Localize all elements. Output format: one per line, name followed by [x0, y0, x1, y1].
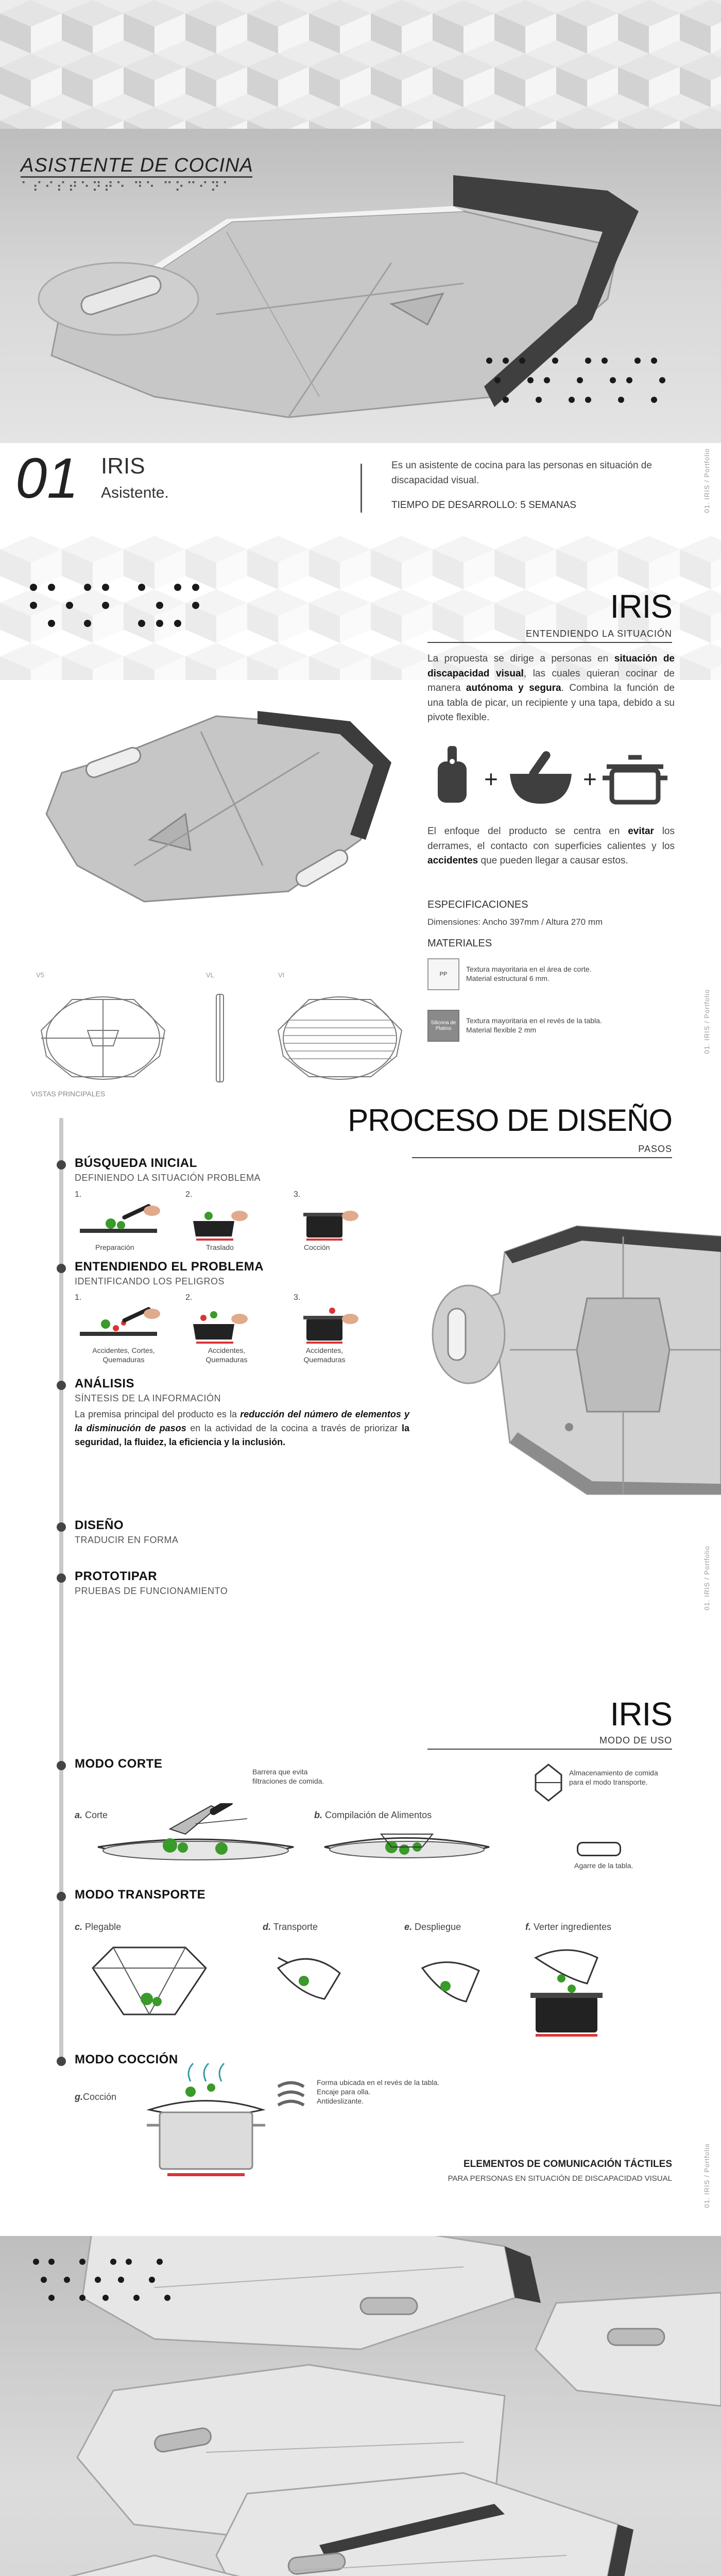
problem-label-3: Accidentes, Quemaduras [303, 1346, 346, 1364]
step-marker-5 [57, 1573, 66, 1583]
problem-label-2: Accidentes, Quemaduras [205, 1346, 248, 1364]
material-code-silicone: Silicona de Platino [431, 1020, 456, 1031]
step-1-subtitle: DEFINIENDO LA SITUACIÓN PROBLEMA [75, 1173, 261, 1183]
hero-title: ASISTENTE DE COCINA [21, 155, 253, 176]
search-label-2: Traslado [206, 1243, 234, 1251]
step-5-subtitle: PRUEBAS DE FUNCIONAMIENTO [75, 1586, 228, 1596]
step-3-title: ANÁLISIS [75, 1377, 135, 1391]
step-1-title: BÚSQUEDA INICIAL [75, 1156, 197, 1170]
step-2-subtitle: IDENTIFICANDO LOS PELIGROS [75, 1276, 225, 1286]
intro-number: 01 [15, 447, 79, 510]
problem-label-1: Accidentes, Cortes, Quemaduras [92, 1346, 155, 1364]
modes-side-label: 01. IRIS / Portfolio [703, 2143, 711, 2208]
process-timeline-line [59, 1118, 63, 1638]
spec-dimensions: Dimensiones: Ancho 397mm / Altura 270 mm [427, 917, 603, 927]
analysis-text: La premisa principal del producto es la reducción del número de elementos y la disminución de pasos en la actividad de la cocina a través de priorizar la seguridad, la fluidez, la eficiencia y la inclusión. [75, 1409, 409, 1447]
problem-num-3: 3. [294, 1293, 301, 1302]
svg-text:+: + [484, 766, 498, 792]
note-barrera: Barrera que evita filtraciones de comida. [252, 1768, 324, 1786]
process-section [0, 1103, 721, 1638]
step-marker-3 [57, 1381, 66, 1390]
intro-side-label: 01. IRIS / Portfolio [703, 448, 711, 513]
step-5-title: PROTOTIPAR [75, 1569, 158, 1583]
closing-braille-dots [31, 2257, 185, 2303]
intro-section [0, 443, 721, 536]
material-swatch-silicone [427, 1010, 459, 1042]
search-label-3: Cocción [304, 1243, 330, 1251]
step-4-subtitle: TRADUCIR EN FORMA [75, 1535, 179, 1545]
tactile-subtitle: PARA PERSONAS EN SITUACIÓN DE DISCAPACIDAD VISUAL [448, 2174, 672, 2183]
function-icons-row [433, 742, 670, 809]
corte-a: a. Corte [75, 1810, 108, 1820]
technical-views-drawing [31, 984, 412, 1087]
hero-title-underline [21, 176, 252, 178]
corte-illustration [93, 1803, 299, 1880]
note-agarre: Agarre de la tabla. [574, 1861, 633, 1870]
problem-illustrations [75, 1303, 384, 1345]
mode-coccion-title: MODO COCCIÓN [75, 2053, 178, 2066]
svg-text:+: + [583, 766, 597, 792]
understanding-paragraph-2: El enfoque del producto se centra en evitar los derrames, el contacto con superficies calientes y los accidentes que pueden llegar a causar estos. [427, 826, 675, 866]
transporte-e: e. Despliegue [404, 1922, 461, 1932]
process-title: PROCESO DE DISEÑO [348, 1103, 672, 1138]
mode-corte-title: MODO CORTE [75, 1757, 163, 1771]
view-label-1: V5 [36, 971, 44, 979]
step-3-subtitle: SÍNTESIS DE LA INFORMACIÓN [75, 1393, 221, 1403]
search-num-1: 1. [75, 1190, 82, 1199]
modes-title: IRIS [610, 1696, 672, 1733]
transporte-illustrations [82, 1937, 675, 2040]
search-num-2: 2. [185, 1190, 193, 1199]
coccion-g: g.Cocción [75, 2092, 117, 2102]
mode-marker-transporte [57, 1892, 66, 1901]
corte-b: b. Compilación de Alimentos [314, 1810, 432, 1820]
understanding-rule [427, 642, 672, 643]
product-render-side [391, 1216, 721, 1504]
modes-timeline-line [59, 1638, 63, 2066]
process-subtitle: PASOS [638, 1144, 672, 1154]
intro-divider [360, 464, 362, 513]
coccion-illustration [129, 2061, 283, 2190]
step-marker-1 [57, 1160, 66, 1170]
intro-time: TIEMPO DE DESARROLLO: 5 SEMANAS [391, 500, 576, 511]
view-label-2: VL [206, 971, 214, 979]
tactile-title: ELEMENTOS DE COMUNICACIÓN TÁCTILES [464, 2159, 672, 2170]
step-4-title: DISEÑO [75, 1518, 124, 1532]
process-rule [412, 1157, 672, 1158]
view-label-3: VI [278, 971, 285, 979]
modes-rule [427, 1749, 672, 1750]
problem-num-1: 1. [75, 1293, 82, 1302]
hero-braille-caption: ⠁⠎⠊⠎⠞⠑⠝⠞⠑ ⠙⠑ ⠉⠕⠉⠊⠝⠁ [21, 179, 234, 195]
search-illustrations [75, 1200, 384, 1242]
material-desc-silicone: Textura mayoritaria en el revés de la tabla. Material flexible 2 mm [466, 1016, 602, 1035]
hexagon-pattern [0, 0, 721, 129]
material-swatch-pp [427, 958, 459, 990]
mode-transporte-title: MODO TRANSPORTE [75, 1888, 206, 1902]
problem-num-2: 2. [185, 1293, 193, 1302]
modes-section [0, 1638, 721, 2236]
step-2-title: ENTENDIENDO EL PROBLEMA [75, 1260, 264, 1274]
transporte-f: f. Verter ingredientes [525, 1922, 612, 1932]
compilacion-illustration [319, 1819, 494, 1875]
search-label-1: Preparación [95, 1243, 134, 1251]
understanding-subtitle: ENTENDIENDO LA SITUACIÓN [525, 629, 672, 639]
storage-icon [533, 1762, 564, 1803]
understanding-section [0, 536, 721, 1103]
grip-icon [577, 1842, 621, 1856]
process-side-label: 01. IRIS / Portfolio [703, 1546, 711, 1611]
product-render-top [31, 696, 391, 912]
material-code-pp: PP [439, 971, 448, 977]
spec-title: ESPECIFICACIONES [427, 899, 528, 910]
step-marker-2 [57, 1264, 66, 1273]
mode-marker-corte [57, 1761, 66, 1770]
nonslip-wave-icon [273, 2076, 309, 2112]
closing-section [0, 2236, 721, 2576]
understanding-paragraph-1: La propuesta se dirige a personas en situación de discapacidad visual, las cuales quieran cocinar de manera autónoma y segura. Combina la función de una tabla de picar, un recipiente y una tapa, debido a su pivote flexible. [427, 653, 675, 723]
mode-marker-coccion [57, 2057, 66, 2066]
understanding-title: IRIS [610, 588, 672, 625]
intro-name: IRIS [101, 453, 145, 479]
search-num-3: 3. [294, 1190, 301, 1199]
hero-section [0, 0, 721, 443]
step-marker-4 [57, 1522, 66, 1532]
transporte-d: d. Transporte [263, 1922, 318, 1932]
braille-dots-decoration [484, 355, 670, 412]
intro-description: Es un asistente de cocina para las personas en situación de discapacidad visual. [391, 460, 652, 486]
materials-title: MATERIALES [427, 938, 492, 949]
material-desc-pp: Textura mayoritaria en el área de corte. Material estructural 6 mm. [466, 965, 592, 983]
understanding-side-label: 01. IRIS / Portfolio [703, 989, 711, 1054]
intro-subtitle: Asistente. [101, 484, 169, 501]
coccion-notes: Forma ubicada en el revés de la tabla. Encaje para olla. Antideslizante. [317, 2078, 440, 2106]
modes-subtitle: MODO DE USO [599, 1735, 672, 1745]
transporte-c: c. Plegable [75, 1922, 122, 1932]
views-caption: VISTAS PRINCIPALES [31, 1090, 106, 1098]
braille-dots-small [28, 582, 224, 634]
note-almacen: Almacenamiento de comida para el modo transporte. [569, 1769, 658, 1787]
